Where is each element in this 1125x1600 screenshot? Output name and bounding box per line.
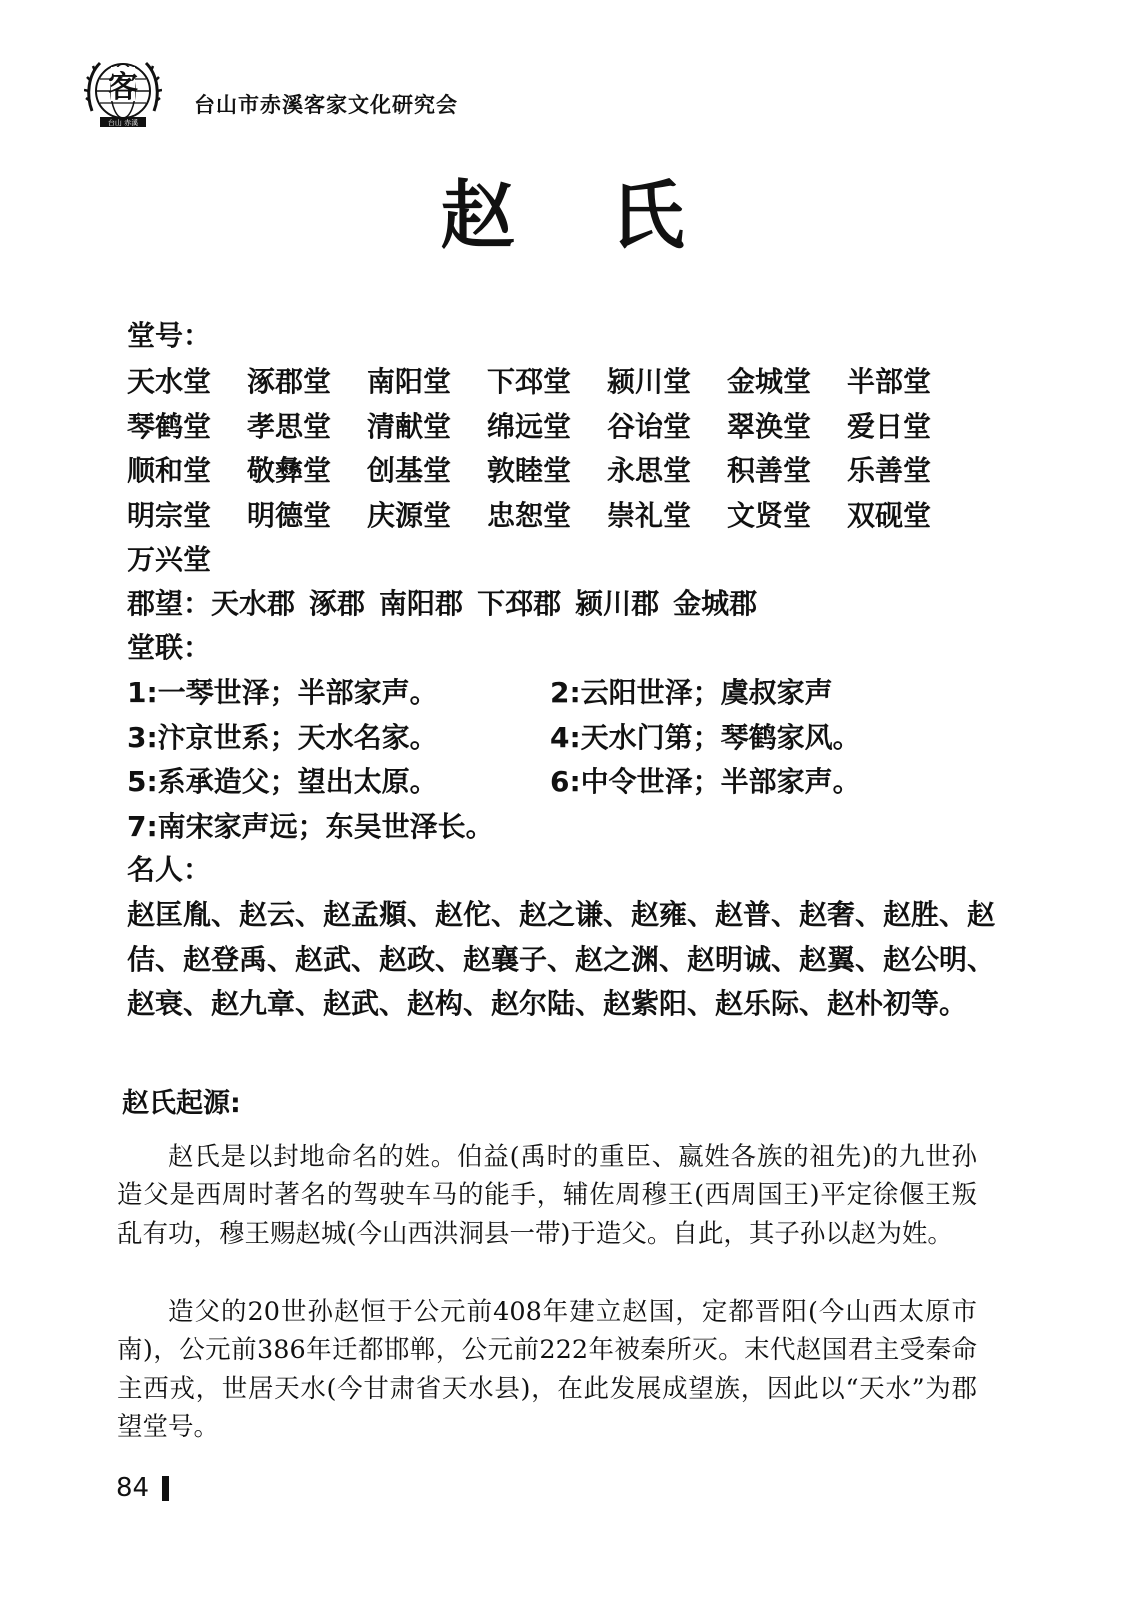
hall-item: 创基堂 xyxy=(367,454,452,487)
couplet-item: 5:系承造父；望出太原。 xyxy=(127,765,438,798)
hall-item: 双砚堂 xyxy=(847,498,932,532)
hall-item: 明德堂 xyxy=(247,498,332,532)
hall-item: 爱日堂 xyxy=(847,409,932,443)
hall-item: 涿郡堂 xyxy=(247,365,332,398)
junwang-item: 涿郡 xyxy=(309,587,366,620)
hall-item: 清献堂 xyxy=(367,409,452,443)
couplet-item: 2:云阳世泽；虞叔家声 xyxy=(550,676,833,709)
hall-item: 崇礼堂 xyxy=(607,498,692,532)
hall-item: 南阳堂 xyxy=(367,365,452,398)
hall-item: 颍川堂 xyxy=(607,365,692,398)
hall-item: 永思堂 xyxy=(607,454,692,487)
junwang-item: 南阳郡 xyxy=(379,587,464,620)
hall-item: 明宗堂 xyxy=(127,498,212,532)
hall-item: 万兴堂 xyxy=(127,543,212,576)
junwang-line xyxy=(127,584,757,624)
svg-text:客: 客 xyxy=(108,70,138,105)
junwang-item: 金城郡 xyxy=(673,587,758,620)
couplet-item: 6:中令世泽；半部家声。 xyxy=(550,765,861,798)
couplets-list xyxy=(127,673,987,851)
page-number: 84 xyxy=(116,1473,150,1503)
halls-list xyxy=(127,362,987,585)
hall-item: 敬彝堂 xyxy=(247,454,332,487)
hall-item: 积善堂 xyxy=(727,454,812,487)
hall-item: 绵远堂 xyxy=(487,409,572,443)
couplet-item: 3:汴京世系；天水名家。 xyxy=(127,720,438,754)
origin-heading: 赵氏起源: xyxy=(122,1088,241,1119)
couplet-item: 4:天水门第；琴鹤家风。 xyxy=(550,720,861,754)
junwang-item: 下邳郡 xyxy=(477,587,562,620)
halls-label: 堂号： xyxy=(127,319,212,352)
couplet-item: 1:一琴世泽；半部家声。 xyxy=(127,676,438,709)
junwang-label: 郡望： xyxy=(127,587,212,620)
junwang-items xyxy=(211,587,757,620)
couplets-label: 堂联： xyxy=(127,631,212,664)
hall-item: 敦睦堂 xyxy=(487,454,572,487)
title-char-2: 氏 xyxy=(610,173,685,259)
celebrities-text: 赵匡胤、赵云、赵孟頫、赵佗、赵之谦、赵雍、赵普、赵奢、赵胜、赵佶、赵登禹、赵武、赵政、赵襄子、赵之渊、赵明诚、赵翼、赵公明、赵衰、赵九章、赵武、赵构、赵尔陆、赵紫阳、赵乐际、赵朴初等。 xyxy=(127,898,996,1020)
hall-item: 乐善堂 xyxy=(847,454,932,487)
hall-item: 谷诒堂 xyxy=(607,409,692,443)
logo-caption: 台山 赤溪 xyxy=(107,119,139,127)
origin-paragraph-1: 赵氏是以封地命名的姓。伯益(禹时的重臣、嬴姓各族的祖先)的九世孙造父是西周时著名的驾驶车马的能手，辅佐周穆王(西周国王)平定徐偃王叛乱有功，穆王赐赵城(今山西洪洞县一带)于造父。自此，其子孙以赵为姓。 xyxy=(117,1142,977,1249)
title-char-1: 赵 xyxy=(440,173,515,259)
couplet-item: 7:南宋家声远；东吴世泽长。 xyxy=(127,809,494,843)
society-logo-icon xyxy=(84,55,162,133)
page-number-bar xyxy=(162,1476,169,1501)
hall-item: 翠涣堂 xyxy=(727,409,812,443)
hall-item: 庆源堂 xyxy=(367,498,452,532)
page-title xyxy=(0,168,1125,264)
celebrities-label: 名人： xyxy=(127,853,212,886)
junwang-item: 颍川郡 xyxy=(575,587,660,620)
org-name: 台山市赤溪客家文化研究会 xyxy=(194,92,458,117)
hall-item: 金城堂 xyxy=(727,365,812,398)
hall-item: 琴鹤堂 xyxy=(127,409,212,443)
hall-item: 忠恕堂 xyxy=(487,498,572,532)
origin-paragraph-2: 造父的20世孙赵恒于公元前408年建立赵国，定都晋阳(今山西太原市南)，公元前386年迁都邯郸，公元前222年被秦所灭。末代赵国君主受秦命主西戎，世居天水(今甘肃省天水县)，在此发展成望族，因此以“天水”为郡望堂号。 xyxy=(117,1297,977,1443)
hall-item: 半部堂 xyxy=(847,365,932,398)
hall-item: 下邳堂 xyxy=(487,365,572,398)
hall-item: 孝思堂 xyxy=(247,409,332,443)
hall-item: 文贤堂 xyxy=(727,498,812,532)
hall-item: 天水堂 xyxy=(127,365,212,398)
junwang-item: 天水郡 xyxy=(211,587,296,620)
hall-item: 顺和堂 xyxy=(127,454,212,487)
